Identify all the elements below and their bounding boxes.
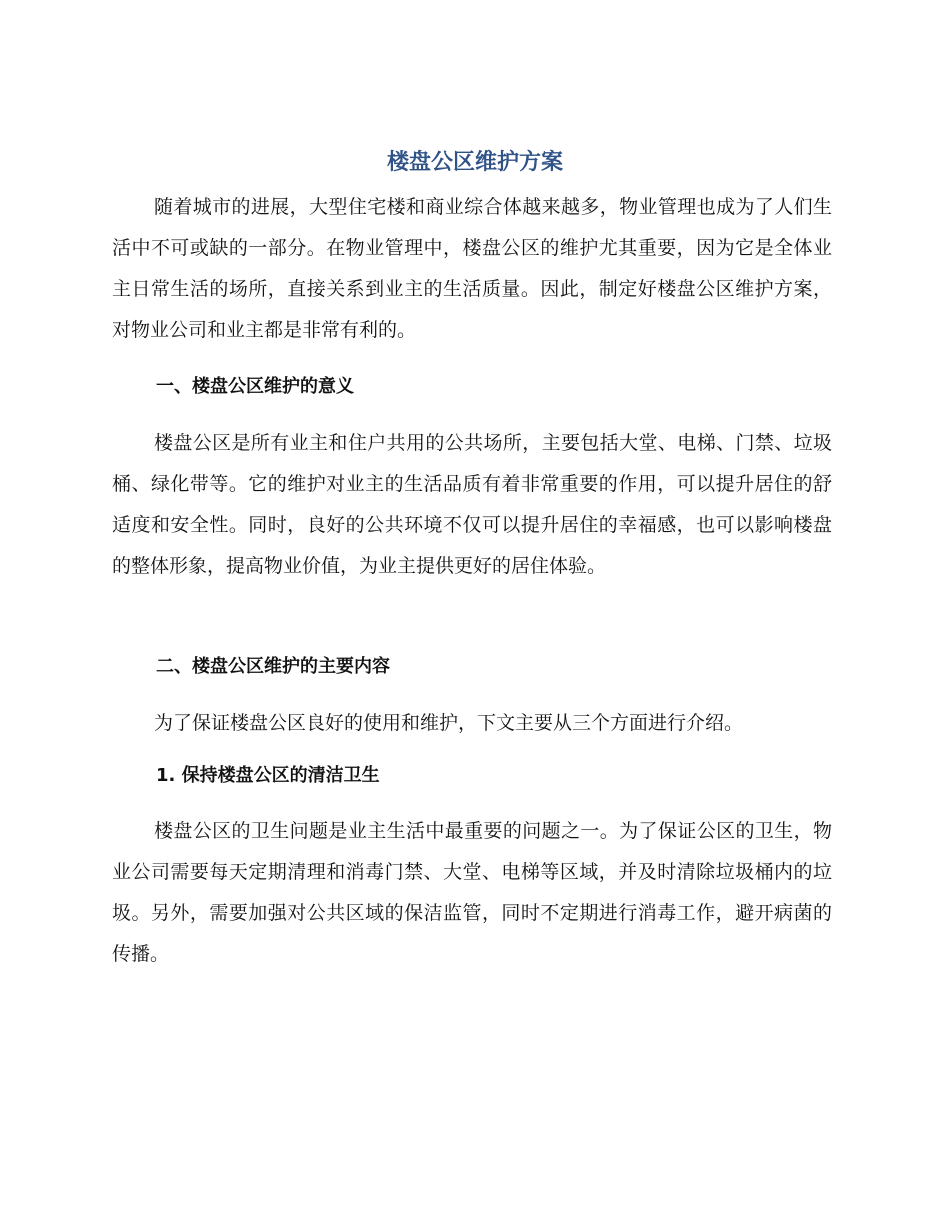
intro-paragraph: 随着城市的进展，大型住宅楼和商业综合体越来越多，物业管理也成为了人们生活中不可或缺的一部分。在物业管理中，楼盘公区的维护尤其重要，因为它是全体业主日常生活的场所，直接关系到业主的生活质量。因此，制定好楼盘公区维护方案，对物业公司和业主都是非常有利的。: [112, 196, 832, 341]
section-paragraph-significance: 楼盘公区是所有业主和住户共用的公共场所，主要包括大堂、电梯、门禁、垃圾桶、绿化带等。它的维护对业主的生活品质有着非常重要的作用，可以提升居住的舒适度和安全性。同时，良好的公共环境不仅可以提升居住的幸福感，也可以影响楼盘的整体形象，提高物业价值，为业主提供更好的居住体验。: [112, 432, 832, 577]
section-paragraph-main-content: 为了保证楼盘公区良好的使用和维护，下文主要从三个方面进行介绍。: [154, 712, 744, 734]
document-title: 楼盘公区维护方案: [386, 150, 563, 175]
section-heading-significance: 一、楼盘公区维护的意义: [156, 376, 354, 397]
subsection-heading-cleanliness: 1. 保持楼盘公区的清洁卫生: [156, 765, 380, 786]
section-heading-main-content: 二、楼盘公区维护的主要内容: [156, 656, 390, 677]
subsection-paragraph-cleanliness: 楼盘公区的卫生问题是业主生活中最重要的问题之一。为了保证公区的卫生，物业公司需要每天定期清理和消毒门禁、大堂、电梯等区域，并及时清除垃圾桶内的垃圾。另外，需要加强对公共区域的保洁监管，同时不定期进行消毒工作，避开病菌的传播。: [112, 820, 832, 965]
